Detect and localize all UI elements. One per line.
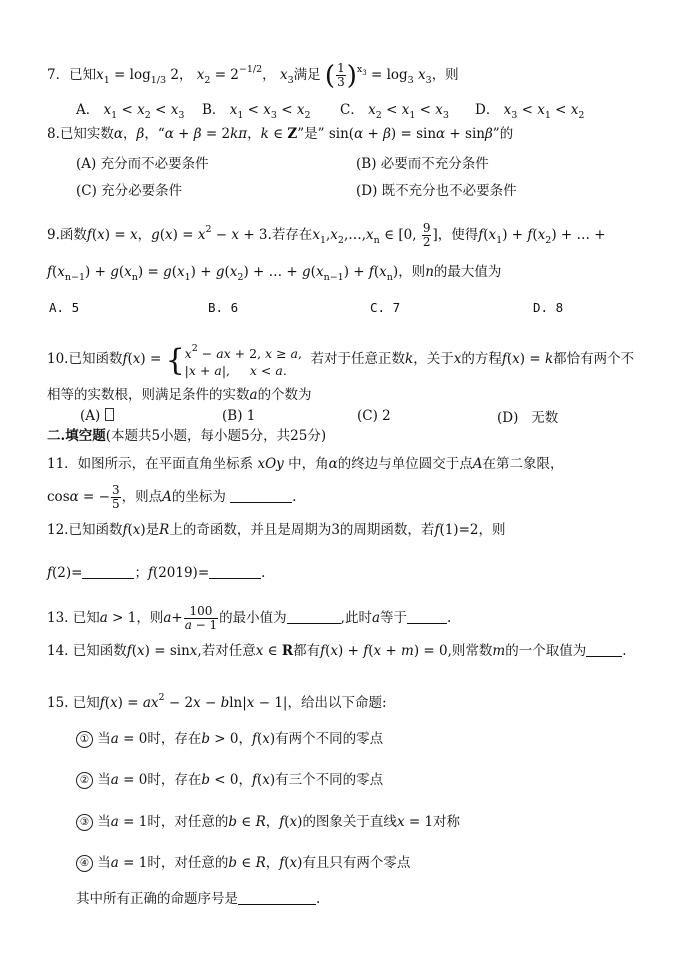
q10-option-d[interactable]: (D) 无数 [497,410,559,426]
q15-proposition-4: ④ 当a = 1时，对任意的b ∈ R，f(x)有且只有两个零点 [76,853,410,873]
q15-closing: 其中所有正确的命题序号是 . [76,891,321,907]
q13-blank-1[interactable] [287,609,341,624]
q8-option-c[interactable]: (C) 充分必要条件 [76,183,183,199]
q11-line2: cosα = − $\frac{3}{5}$ ，则点A的坐标为 . [47,483,297,511]
q10-option-a[interactable]: (A) [80,406,114,426]
q7-option-d[interactable]: D． $x_3 < x_1 < x_2$ [475,102,585,121]
q9-stem-line2: $f(x_{n-1}) + g(x_n) = g(x_1) + g(x_2)$ + … + $g(x_{n-1}) + f(x_n)$，则n的最大值为 [47,264,502,283]
q8-stem: 8.已知实数α，β，“α + β = 2kπ，k ∈ Z”是” sin(α + β) = sinα + sinβ”的 [47,126,514,142]
q9-option-b[interactable]: B. 6 [208,300,239,315]
q15-proposition-1: ① 当a = 0时，存在b > 0，f(x)有两个不同的零点 [76,729,383,749]
q10-stem-line1: 10.已知函数f(x) = { $x^2$ − ax + 2, x ≥ a, |x + a|, x < a. 若对于任意正数k，关于x的方程f(x) = k都恰有两个不 [47,343,635,378]
q11-answer-blank[interactable] [230,488,292,503]
q7-option-c[interactable]: C． $x_2 < x_1 < x_3$ [340,102,449,121]
q8-option-a[interactable]: (A) 充分而不必要条件 [76,156,209,172]
q9-option-c[interactable]: C. 7 [370,300,401,315]
q9-stem-line1: 9.函数f(x) = x，$g(x) = x^2 - x + 3$.若存在$x_1,x_2,\dots,x_n$ ∈ [0, $\frac{9}{2}$ ]，使得$f(x_1) + f(x_2)$ + … + [47,221,606,249]
q7-stem: 7．已知$x_1 = \log_{1/3} 2$， $x_2 = 2^{-1/2}$， $x_3$满足 ( $\frac{1}{3}$ )$^{x_3} = \log_3 x_3$，则 [47,61,459,91]
q9-option-a[interactable]: A. 5 [49,300,80,315]
q15-proposition-2: ② 当a = 0时，存在b < 0，f(x)有三个不同的零点 [76,770,383,790]
q13-blank-2[interactable] [407,609,447,624]
q10-option-c[interactable]: (C) 2 [357,408,391,424]
section-fill-in-header: 二.填空题(本题共5小题，每小题5分，共25分) [47,428,327,444]
q12-blank-2[interactable] [209,564,261,579]
q10-option-b[interactable]: (B) 1 [222,408,256,424]
q13-line: 13. 已知a > 1，则a+ $\frac{100}{a - 1}$ 的最小值为 ,此时a等于 . [47,604,452,632]
q10-stem-line2: 相等的实数根，则满足条件的实数a的个数为 [47,387,312,403]
q15-proposition-3: ③ 当a = 1时，对任意的b ∈ R，f(x)的图象关于直线x = 1对称 [76,812,460,832]
q14-line: 14. 已知函数f(x) = sinx,若对任意x ∈ R都有f(x) + f(x + m) = 0,则常数m的一个取值为 . [47,643,627,659]
q8-option-d[interactable]: (D) 既不充分也不必要条件 [356,183,517,199]
q7-option-b[interactable]: B． $x_1 < x_3 < x_2$ [202,102,311,121]
q12-blank-1[interactable] [82,564,134,579]
q9-option-d[interactable]: D. 8 [533,300,564,315]
q15-answer-blank[interactable] [238,890,316,905]
q8-option-b[interactable]: (B) 必要而不充分条件 [356,156,489,172]
q12-line1: 12.已知函数f(x)是R上的奇函数，并且是周期为3的周期函数，若f(1)=2，则 [47,522,506,538]
q15-stem: 15. 已知$f(x) = ax^2 - 2x - bln|x - 1|$，给出以下命题: [47,692,387,711]
q7-option-a[interactable]: A． $x_1 < x_2 < x_3$ [76,102,185,121]
q11-line1: 11．如图所示，在平面直角坐标系 xOy 中，角α的终边与单位圆交于点A在第二象限， [47,456,564,472]
q12-line2: f(2)= ；f(2019)= . [47,565,266,581]
q14-answer-blank[interactable] [586,642,622,657]
